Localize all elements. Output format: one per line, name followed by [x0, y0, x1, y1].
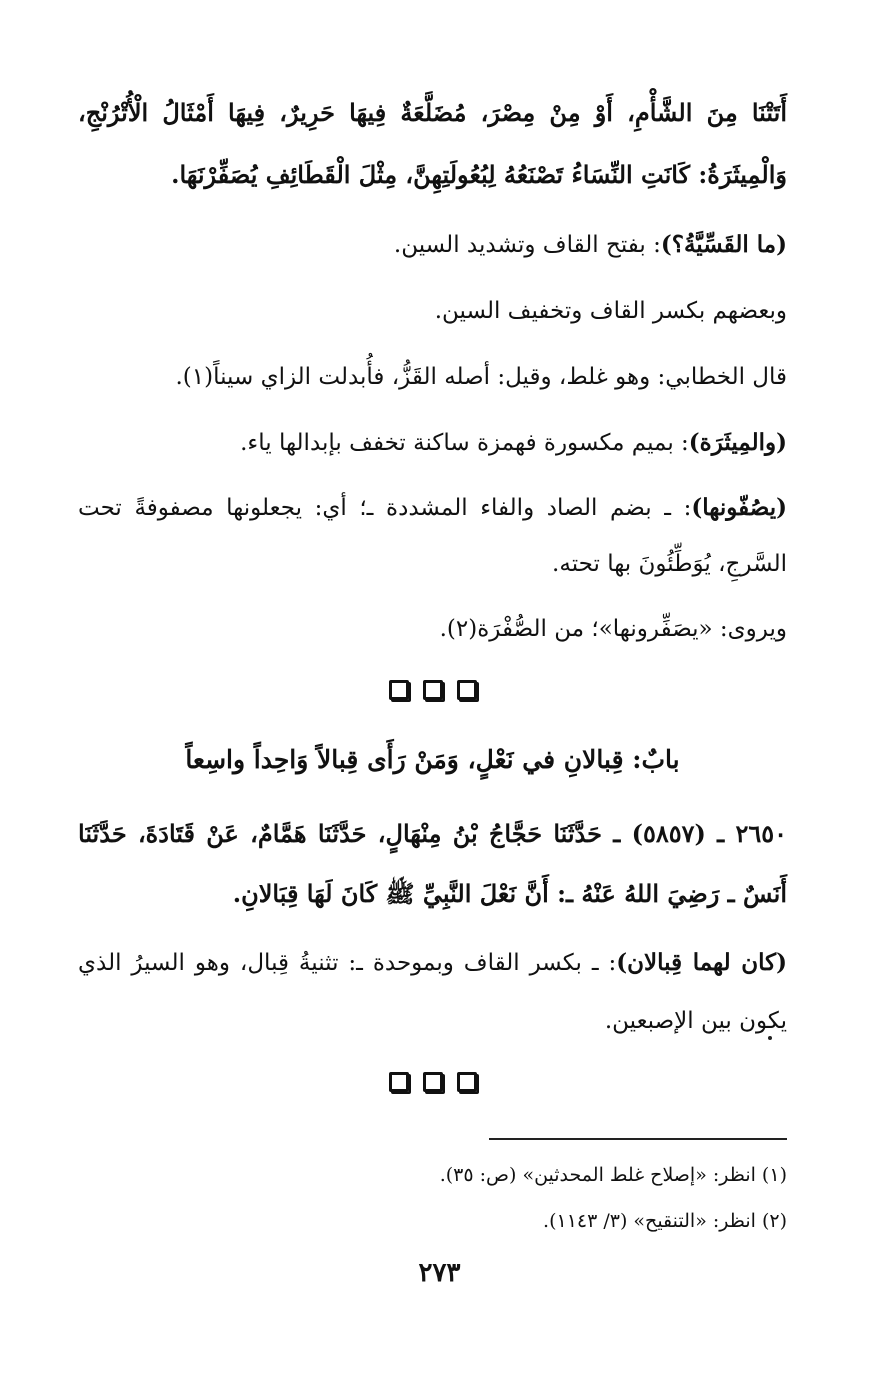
footnote-divider — [489, 1138, 787, 1140]
note-term: (يصُفّونها) — [691, 494, 787, 521]
footnote-1: (١) انظر: «إصلاح غلط المحدثين» (ص: ٣٥). — [439, 1164, 787, 1186]
note-text: : بفتح القاف وتشديد السين. — [393, 232, 661, 258]
square-ornament-icon — [389, 1072, 409, 1092]
opening-text — [78, 82, 787, 206]
note-riwaya — [78, 600, 787, 658]
note-khattabi — [78, 348, 787, 406]
note-text: وبعضهم بكسر القاف وتخفيف السين. — [434, 298, 787, 324]
chapter-title: بابٌ: قِبالانِ في نَعْلٍ، وَمَنْ رَأَى قِبالاً وَاحِداً واسِعاً — [185, 745, 680, 774]
note-qassiyya-alt — [78, 282, 787, 340]
note-term: (والمِيثَرَة) — [688, 429, 787, 456]
page-number: ٢٧٣ — [418, 1258, 461, 1288]
opening-line-2: وَالْمِيثَرَةُ: كَانَتِ النِّسَاءُ تَصْنَعُهُ لِبُعُولَتِهِنَّ، مِثْلَ الْقَطَائِفِ يُصَفِّرْنَهَا. — [171, 160, 787, 189]
footnote-2: (٢) انظر: «التنقيح» (٣/ ١١٤٣). — [543, 1210, 787, 1232]
square-ornament-icon — [423, 1072, 443, 1092]
note-text: قال الخطابي: وهو غلط، وقيل: أصله القَزُّ، فأُبدلت الزاي سيناً(١). — [175, 364, 787, 390]
hadith-commentary — [78, 934, 787, 1050]
section-separator — [78, 680, 787, 700]
footnotes — [87, 1152, 787, 1244]
note-text: : ـ بضم الصاد والفاء المشددة ـ؛ أي: يجعلونها مصفوفةً تحت السَّرجِ، يُوَطِّئُونَ بها تحته. — [78, 495, 787, 577]
note-qassiyya — [78, 216, 787, 274]
note-text: ويروى: «يصَفِّرونها»؛ من الصُّفْرَة(٢). — [439, 616, 787, 642]
note-term: (ما القَسِّيَّةُ؟) — [660, 231, 787, 258]
square-ornament-icon — [423, 680, 443, 700]
square-ornament-icon — [457, 680, 477, 700]
note-mithara — [78, 414, 787, 472]
square-ornament-icon — [389, 680, 409, 700]
opening-line-1: أَتَتْنَا مِنَ الشَّأْمِ، أَوْ مِنْ مِصْرَ، مُضَلَّعَةٌ فِيهَا حَرِيرٌ، فِيهَا أَمْثَالُ الْأُتْرُنْجِ، — [78, 98, 787, 127]
note-text: : ـ بكسر القاف وبموحدة ـ: تثنيةُ قِبال، وهو السيرُ الذي يكون بين الإصبعين. — [78, 950, 787, 1034]
note-yusaffunaha — [78, 480, 787, 592]
square-ornament-icon — [457, 1072, 477, 1092]
note-term: (كان لهما قِبالان) — [616, 949, 787, 976]
hadith-text: ٢٦٥٠ ـ (٥٨٥٧) ـ حَدَّثَنَا حَجَّاجُ بْنُ مِنْهَالٍ، حَدَّثَنَا هَمَّامٌ، عَنْ قَتَادَةَ، حَدَّثَنَا أَنَسٌ ـ رَضِيَ اللهُ عَنْهُ ـ: أَنَّ نَعْلَ النَّبِيِّ ﷺ كَانَ لَهَا قِبَالانِ. — [78, 819, 787, 908]
note-text: : بميم مكسورة فهمزة ساكنة تخفف بإبدالها ياء. — [240, 430, 689, 456]
stray-dot — [768, 1036, 772, 1040]
section-separator — [78, 1072, 787, 1092]
